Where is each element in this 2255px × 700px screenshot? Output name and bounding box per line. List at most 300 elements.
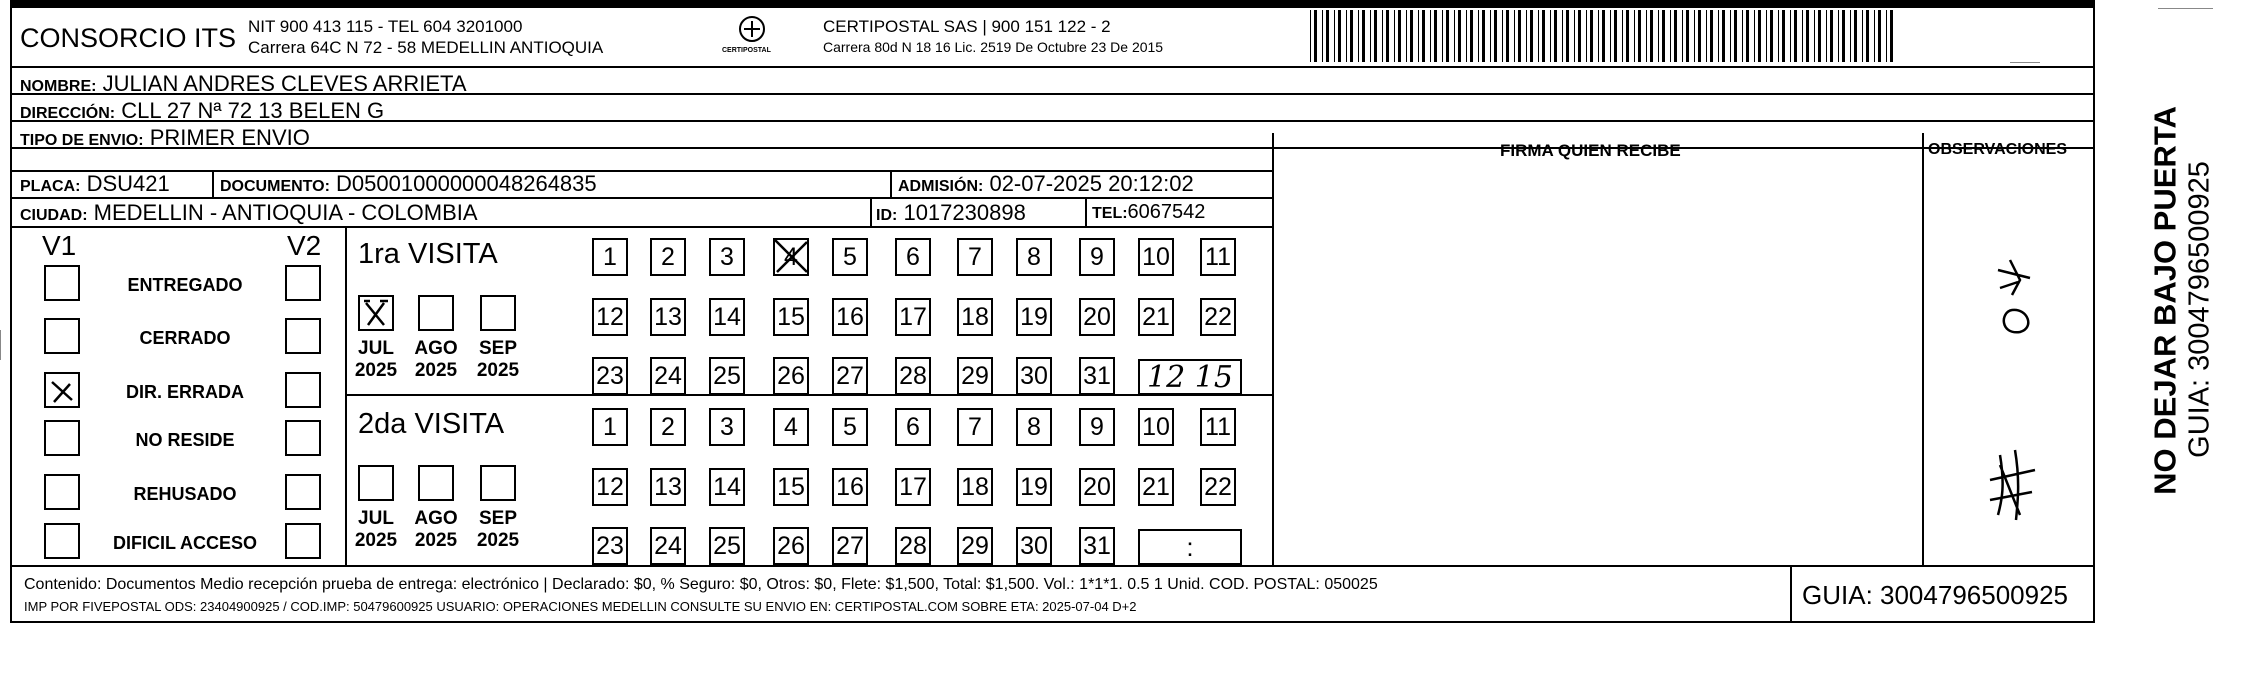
day-box[interactable] [773,408,809,446]
month-name: AGO [414,338,458,359]
day-box[interactable] [1079,298,1115,336]
day-number: 27 [836,361,864,390]
day-number: 23 [596,361,624,390]
day-box[interactable] [1079,357,1115,395]
barcode-bar [1518,10,1521,62]
day-number: 13 [654,302,682,331]
day-box[interactable] [709,527,745,565]
barcode-bar [1598,10,1599,62]
day-box[interactable] [832,238,868,276]
month-year: 2025 [476,529,520,551]
status-label: DIR. ERRADA [125,382,244,402]
v1-checkbox[interactable] [44,372,80,408]
day-box[interactable] [709,408,745,446]
day-number: 5 [843,242,857,271]
v2-checkbox[interactable] [285,372,321,408]
barcode-bar [1782,10,1785,62]
day-box[interactable] [832,357,868,395]
barcode-bar [1878,10,1881,62]
id-row [876,202,1026,224]
barcode-bar [1506,10,1509,62]
v1-checkbox[interactable] [44,420,80,456]
barcode-bar [1494,10,1497,62]
placa-value: DSU421 [86,171,170,196]
month-name: SEP [478,338,518,359]
day-box[interactable] [1138,408,1174,446]
day-number: 26 [777,361,805,390]
day-number: 18 [961,302,989,331]
day-number: 20 [1083,472,1111,501]
day-number: 19 [1020,302,1048,331]
barcode-bar [1374,10,1377,62]
v2-checkbox[interactable] [285,318,321,354]
barcode-bar [1862,10,1863,62]
day-box[interactable] [592,468,628,506]
ciudad-row [20,202,478,224]
day-number: 16 [836,302,864,331]
barcode-bar [1842,10,1845,62]
day-box[interactable] [592,408,628,446]
day-box[interactable] [1016,468,1052,506]
barcode-bar [1730,10,1731,62]
month-year: 2025 [414,529,458,551]
col-line [870,197,872,227]
day-number: 11 [1205,242,1231,271]
month-year: 2025 [354,529,398,551]
tipo-label: TIPO DE ENVIO: [20,132,144,149]
day-number: 22 [1204,302,1232,331]
day-number: 12 [596,472,624,501]
month-checkbox-ago[interactable] [418,465,454,501]
day-number: 6 [906,242,920,271]
barcode-bar [1614,10,1617,62]
barcode-bar [1446,10,1449,62]
month-year: 2025 [476,359,520,381]
month-year: 2025 [354,359,398,381]
v2-checkbox[interactable] [285,523,321,559]
row-line [10,565,2095,567]
day-box[interactable] [773,468,809,506]
direccion-value: CLL 27 Nª 72 13 BELEN G [121,98,385,123]
logo-text: CERTIPOSTAL [722,47,771,54]
month-year: 2025 [414,359,458,381]
v1-label: V1 [42,230,77,261]
day-box[interactable] [1016,527,1052,565]
day-box[interactable] [895,468,931,506]
tel-label: TEL: [1092,205,1128,222]
day-number: 7 [968,242,982,271]
barcode-bar [1850,10,1851,62]
v1-checkbox[interactable] [44,318,80,354]
day-number: 24 [654,361,682,390]
day-number: 17 [899,302,927,331]
month-label [346,338,406,382]
barcode-bar [1562,10,1563,62]
tel-value: 6067542 [1127,201,1206,223]
barcode-bar [1838,10,1839,62]
barcode-bar [1466,10,1467,62]
barcode-bar [1478,10,1479,62]
barcode-bar [1754,10,1755,62]
barcode-bar [1722,10,1725,62]
day-box[interactable] [650,298,686,336]
direccion-label: DIRECCIÓN: [20,105,116,122]
barcode-bar [1670,10,1671,62]
day-number: 15 [777,472,805,501]
barcode-bar [1646,10,1647,62]
barcode-bar [1778,10,1779,62]
barcode-bar [1394,10,1395,62]
admision-label: ADMISIÓN: [898,178,984,195]
scan-mark [2010,62,2040,63]
placa-row [20,173,170,195]
month-checkbox-sep[interactable] [480,465,516,501]
day-box[interactable] [957,238,993,276]
barcode-bar [1526,10,1527,62]
barcode-bar [1574,10,1575,62]
day-box[interactable] [650,468,686,506]
month-checkbox-sep[interactable] [480,295,516,331]
barcode-bar [1770,10,1773,62]
day-number: 4 [784,242,798,271]
barcode-bar [1790,10,1791,62]
barcode-bar [1382,10,1383,62]
day-number: 9 [1090,242,1104,271]
month-label [468,338,528,382]
v1-checkbox[interactable] [44,474,80,510]
day-box[interactable] [1079,238,1115,276]
day-box[interactable] [1200,408,1236,446]
license-line: Carrera 80d N 18 16 Lic. 2519 De Octubre 23 De 2015 [823,39,1164,55]
scan-mark [2158,8,2213,9]
day-number: 14 [713,302,741,331]
check-mark-icon [771,236,813,278]
day-box[interactable] [895,357,931,395]
day-box[interactable] [957,357,993,395]
col-line [1085,197,1087,227]
barcode-bar [1586,10,1587,62]
carrier-line: CERTIPOSTAL SAS | 900 151 122 - 2 [823,17,1111,36]
month-label [406,508,466,552]
col-line [2093,133,2095,566]
id-label: ID: [876,207,898,224]
day-number: 15 [777,302,805,331]
first-visit-title: 1ra VISITA [358,238,498,270]
day-box[interactable] [709,468,745,506]
day-box[interactable] [592,527,628,565]
day-box[interactable] [1016,298,1052,336]
day-box[interactable] [1079,408,1115,446]
company-name: CONSORCIO ITS [20,23,237,53]
day-number: 2 [661,412,675,441]
day-box[interactable] [592,357,628,395]
v1-checkbox[interactable] [44,265,80,301]
barcode-bar [1890,10,1893,62]
barcode-bar [1482,10,1485,62]
check-mark-icon [46,374,78,406]
barcode-bar [1310,10,1311,62]
barcode-bar [1634,10,1635,62]
col-line [1272,133,1274,566]
day-box[interactable] [832,527,868,565]
col-line [1790,565,1792,623]
day-box[interactable] [832,298,868,336]
barcode-bar [1566,10,1569,62]
day-number: 23 [596,531,624,560]
day-box[interactable] [895,527,931,565]
address-line: Carrera 64C N 72 - 58 MEDELLIN ANTIOQUIA [248,38,604,57]
day-number: 26 [777,531,805,560]
day-number: 19 [1020,472,1048,501]
day-number: 6 [906,412,920,441]
barcode-bar [1622,10,1623,62]
day-number: 20 [1083,302,1111,331]
day-number: 5 [843,412,857,441]
day-number: 31 [1083,531,1111,560]
day-box[interactable] [650,357,686,395]
day-number: 13 [654,472,682,501]
check-mark-icon [360,297,392,329]
day-number: 28 [899,531,927,560]
barcode-bar [1346,10,1347,62]
month-checkbox-jul[interactable] [358,465,394,501]
admision-row [898,173,1194,195]
side-line1: NO DEJAR BAJO PUERTA [2147,106,2183,495]
day-number: 14 [713,472,741,501]
status-label: NO RESIDE [135,430,235,450]
day-number: 25 [713,531,741,560]
day-box[interactable] [773,238,809,276]
barcode-bar [1398,10,1401,62]
status-label: REHUSADO [133,484,237,504]
barcode-bar [1590,10,1593,62]
nombre-label: NOMBRE: [20,78,97,95]
status-label: DIFICIL ACCESO [112,533,257,553]
day-number: 9 [1090,412,1104,441]
month-name: JUL [358,508,394,529]
row-line [345,394,1274,396]
observaciones-label: OBSERVACIONES [1928,141,2067,158]
barcode-bar [1334,10,1335,62]
barcode-bar [1502,10,1503,62]
barcode-bar [1530,10,1533,62]
time-box[interactable]: : [1138,529,1242,565]
barcode-bar [1470,10,1473,62]
barcode-bar [1874,10,1875,62]
barcode-bar [1422,10,1425,62]
day-box[interactable] [895,238,931,276]
nombre-row [20,73,467,95]
day-number: 1 [603,412,617,441]
barcode-bar [1686,10,1689,62]
barcode-bar [1350,10,1353,62]
barcode-bar [1442,10,1443,62]
day-number: 30 [1020,361,1048,390]
documento-value: D05001000000048264835 [336,171,597,196]
footer-guia: GUIA: 3004796500925 [1802,580,2068,610]
barcode-bar [1638,10,1641,62]
id-value: 1017230898 [903,200,1026,225]
barcode-bar [1802,10,1803,62]
v2-checkbox[interactable] [285,420,321,456]
day-box[interactable] [1016,408,1052,446]
day-number: 8 [1027,242,1041,271]
day-box[interactable] [650,408,686,446]
barcode-bar [1886,10,1887,62]
barcode-bar [1386,10,1389,62]
day-box[interactable] [773,357,809,395]
barcode-bar [1430,10,1431,62]
barcode-bar [1650,10,1653,62]
day-box[interactable] [957,408,993,446]
day-number: 16 [836,472,864,501]
barcode-bar [1734,10,1737,62]
day-box[interactable] [773,298,809,336]
day-number: 12 [596,302,624,331]
barcode-bar [1698,10,1701,62]
day-number: 31 [1083,361,1111,390]
barcode-bar [1602,10,1605,62]
day-box[interactable] [1200,238,1236,276]
barcode-bar [1694,10,1695,62]
footer-contenido: Contenido: Documentos Medio recepción prueba de entrega: electrónico | Declarado: $0, % Seguro: $0, Otros: $0, Flete: $1,500, Total: $1,500. Vol.: 1*1*1. 0.5 1 Unid. COD. POSTAL: 050025 [24,576,1378,593]
barcode-bar [1866,10,1869,62]
day-box[interactable] [1138,468,1174,506]
day-number: 27 [836,531,864,560]
scan-mark [0,330,1,360]
barcode-bar [1610,10,1611,62]
nombre-value: JULIAN ANDRES CLEVES ARRIETA [102,71,467,96]
day-box[interactable] [957,298,993,336]
month-name: AGO [414,508,458,529]
barcode-bar [1550,10,1551,62]
day-box[interactable] [832,408,868,446]
documento-row [220,173,597,195]
col-line [1922,133,1924,566]
placa-label: PLACA: [20,178,81,195]
barcode-bar [1626,10,1629,62]
day-number: 8 [1027,412,1041,441]
day-box[interactable] [1200,468,1236,506]
month-name: SEP [478,508,518,529]
day-box[interactable] [1079,468,1115,506]
day-number: 29 [961,531,989,560]
barcode-bar [1538,10,1539,62]
barcode-bar [1706,10,1707,62]
day-box[interactable] [1138,238,1174,276]
day-number: 4 [784,412,798,441]
barcode [1308,10,1898,62]
status-label: CERRADO [139,328,231,348]
status-label: ENTREGADO [127,275,243,295]
barcode-bar [1766,10,1767,62]
day-number: 7 [968,412,982,441]
v1-checkbox[interactable] [44,523,80,559]
barcode-bar [1322,10,1323,62]
v2-checkbox[interactable] [285,265,321,301]
documento-label: DOCUMENTO: [220,178,330,195]
day-box[interactable] [1016,238,1052,276]
time-box[interactable]: 12 15 [1138,359,1242,395]
barcode-bar [1326,10,1329,62]
day-number: 21 [1142,472,1170,501]
month-label [468,508,528,552]
barcode-bar [1490,10,1491,62]
barcode-bar [1362,10,1365,62]
barcode-bar [1662,10,1665,62]
day-box[interactable] [957,527,993,565]
nit-line: NIT 900 413 115 - TEL 604 3201000 [248,17,523,36]
barcode-bar [1542,10,1545,62]
footer-imp: IMP POR FIVEPOSTAL ODS: 23404900925 / COD.IMP: 50479600925 USUARIO: OPERACIONES MEDELLIN CONSULTE SU ENVIO EN: CERTIPOSTAL.COM SOBRE ETA: 2025-07-04 D+2 [24,599,1137,614]
month-checkbox-jul[interactable] [358,295,394,331]
barcode-bar [1826,10,1827,62]
v2-label: V2 [287,230,322,261]
barcode-bar [1794,10,1797,62]
barcode-bar [1658,10,1659,62]
barcode-bar [1742,10,1743,62]
col-line [890,170,892,198]
day-box[interactable] [650,527,686,565]
day-box[interactable] [709,298,745,336]
day-number: 24 [654,531,682,560]
day-box[interactable] [773,527,809,565]
day-number: 2 [661,242,675,271]
day-box[interactable] [895,408,931,446]
day-box[interactable] [895,298,931,336]
col-line [212,170,214,198]
header-divider [10,66,2095,68]
ciudad-value: MEDELLIN - ANTIOQUIA - COLOMBIA [93,200,478,225]
barcode-bar [1758,10,1761,62]
barcode-bar [1314,10,1317,62]
firma-label: FIRMA QUIEN RECIBE [1500,141,1681,160]
day-number: 10 [1142,412,1170,441]
day-box[interactable] [832,468,868,506]
barcode-bar [1818,10,1821,62]
day-box[interactable] [1138,298,1174,336]
day-number: 28 [899,361,927,390]
day-box[interactable] [1200,298,1236,336]
observaciones-handwriting [1960,240,2050,540]
v2-checkbox[interactable] [285,474,321,510]
barcode-bar [1674,10,1677,62]
tel-row [1092,202,1205,222]
month-checkbox-ago[interactable] [418,295,454,331]
barcode-bar [1806,10,1809,62]
barcode-bar [1830,10,1833,62]
barcode-bar [1358,10,1359,62]
direccion-row [20,100,384,122]
ciudad-label: CIUDAD: [20,207,88,224]
day-box[interactable] [957,468,993,506]
day-number: 30 [1020,531,1048,560]
day-box[interactable] [1079,527,1115,565]
day-box[interactable] [592,238,628,276]
day-box[interactable] [709,357,745,395]
day-box[interactable] [650,238,686,276]
month-label [406,338,466,382]
day-number: 1 [603,242,617,271]
barcode-bar [1410,10,1413,62]
day-number: 21 [1142,302,1170,331]
barcode-bar [1338,10,1341,62]
day-box[interactable] [1016,357,1052,395]
day-box[interactable] [709,238,745,276]
day-number: 22 [1204,472,1232,501]
day-box[interactable] [592,298,628,336]
barcode-bar [1710,10,1713,62]
